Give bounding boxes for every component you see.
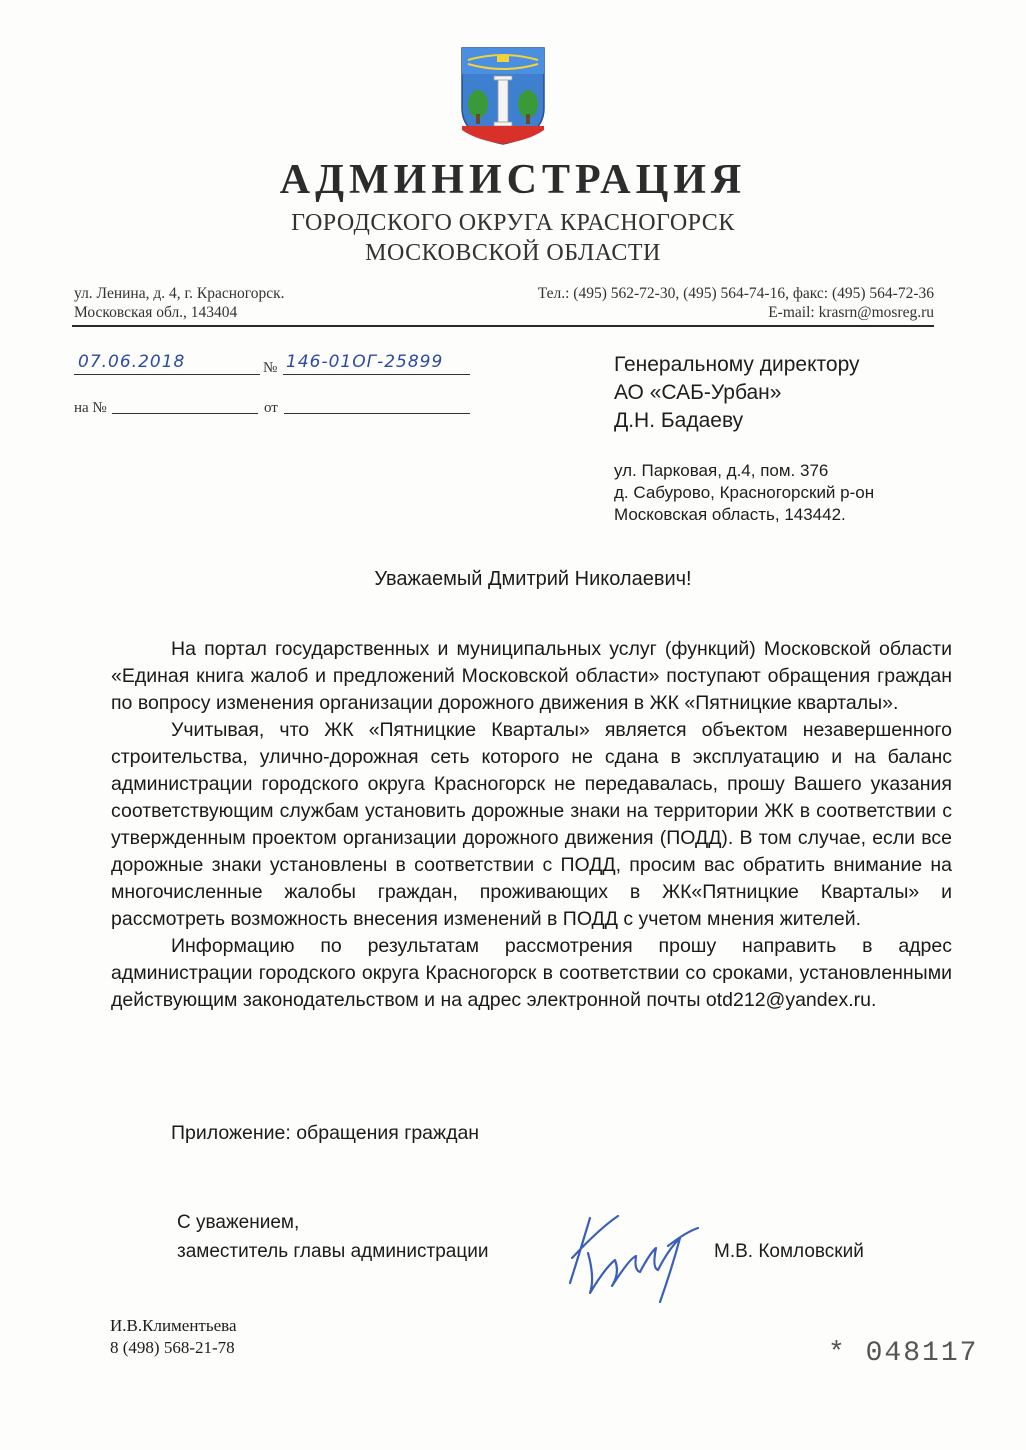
body-paragraph-3: Информацию по результатам рассмотрения прошу направить в адрес администрации городского округа Красногорск в соответствии со сроками, установленными действующим законодательством и на адрес электронной почты otd212@yandex.ru. bbox=[111, 935, 952, 1011]
organization-subtitle-line2: МОСКОВСКОЙ ОБЛАСТИ bbox=[365, 240, 661, 266]
registration-number: 146-01ОГ-25899 bbox=[286, 352, 444, 372]
signature-closing: С уважением, bbox=[177, 1212, 300, 1233]
number-underline bbox=[283, 374, 470, 375]
body-paragraph-1: На портал государственных и муниципальных услуг (функций) Московской области «Единая книга жалоб и предложений Московской области» поступают обращения граждан по вопросу изменения организации дорожного движения в ЖК «Пятницкие кварталы». bbox=[111, 638, 952, 714]
ref-number-label: на № bbox=[74, 400, 107, 416]
ref-from-underline bbox=[284, 413, 470, 414]
email-line: E-mail: krasrn@mosreg.ru bbox=[768, 304, 934, 321]
recipient-address bbox=[614, 460, 874, 526]
body-paragraph-2: Учитывая, что ЖК «Пятницкие Кварталы» является объектом незавершенного строительства, улично-дорожная сеть которого не сдана в эксплуатацию и на баланс администрации городского округа Красногорск не передавалась, прошу Вашего указания соответствующим службам установить дорожные знаки на территории ЖК в соответствии с утвержденным проектом организации дорожного движения (ПОДД). В том случае, если все дорожные знаки установлены в соответствии с ПОДД, просим вас обратить внимание на многочисленные жалобы граждан, проживающих в ЖК«Пятницкие Кварталы» и рассмотреть возможность внесения изменений в ПОДД с учетом мнения жителей. bbox=[111, 719, 952, 930]
coat-of-arms-icon bbox=[460, 46, 546, 146]
recipient-address-line2: д. Сабурово, Красногорский р-он bbox=[614, 483, 875, 502]
ref-from-label: от bbox=[264, 400, 278, 416]
ref-number-underline bbox=[112, 413, 258, 414]
date-underline bbox=[74, 374, 260, 375]
letter-body bbox=[111, 636, 952, 1014]
header-divider bbox=[72, 325, 934, 327]
address-line2: Московская обл., 143404 bbox=[74, 304, 238, 321]
registration-date: 07.06.2018 bbox=[78, 352, 186, 372]
executor-name: И.В.Климентьева bbox=[110, 1316, 237, 1335]
address-line1: ул. Ленина, д. 4, г. Красногорск. bbox=[74, 285, 285, 302]
recipient-position: Генеральному директору bbox=[614, 353, 860, 376]
signature-block bbox=[177, 1208, 489, 1266]
contacts-block bbox=[538, 284, 934, 322]
recipient-block bbox=[614, 351, 860, 435]
executor-phone: 8 (498) 568-21-78 bbox=[110, 1338, 235, 1357]
recipient-company: АО «САБ-Урбан» bbox=[614, 381, 782, 404]
phones-line: Тел.: (495) 562-72-30, (495) 564-74-16, факс: (495) 564-72-36 bbox=[537, 285, 934, 302]
organization-title: АДМИНИСТРАЦИЯ bbox=[279, 157, 747, 203]
handwritten-signature-icon bbox=[560, 1198, 710, 1308]
greeting: Уважаемый Дмитрий Николаевич! bbox=[374, 568, 692, 590]
attachment-note: Приложение: обращения граждан bbox=[171, 1122, 480, 1144]
number-label: № bbox=[263, 360, 278, 376]
recipient-name: Д.Н. Бадаеву bbox=[614, 409, 744, 432]
recipient-address-line3: Московская область, 143442. bbox=[614, 505, 846, 524]
address-block bbox=[74, 284, 285, 322]
recipient-address-line1: ул. Парковая, д.4, пом. 376 bbox=[614, 461, 829, 480]
signature-position: заместитель главы администрации bbox=[177, 1241, 489, 1262]
signatory-name: М.В. Комловский bbox=[714, 1241, 864, 1262]
executor-block bbox=[110, 1315, 237, 1359]
serial-number: * 048117 bbox=[828, 1338, 979, 1369]
organization-subtitle-line1: ГОРОДСКОГО ОКРУГА КРАСНОГОРСК bbox=[291, 210, 735, 236]
